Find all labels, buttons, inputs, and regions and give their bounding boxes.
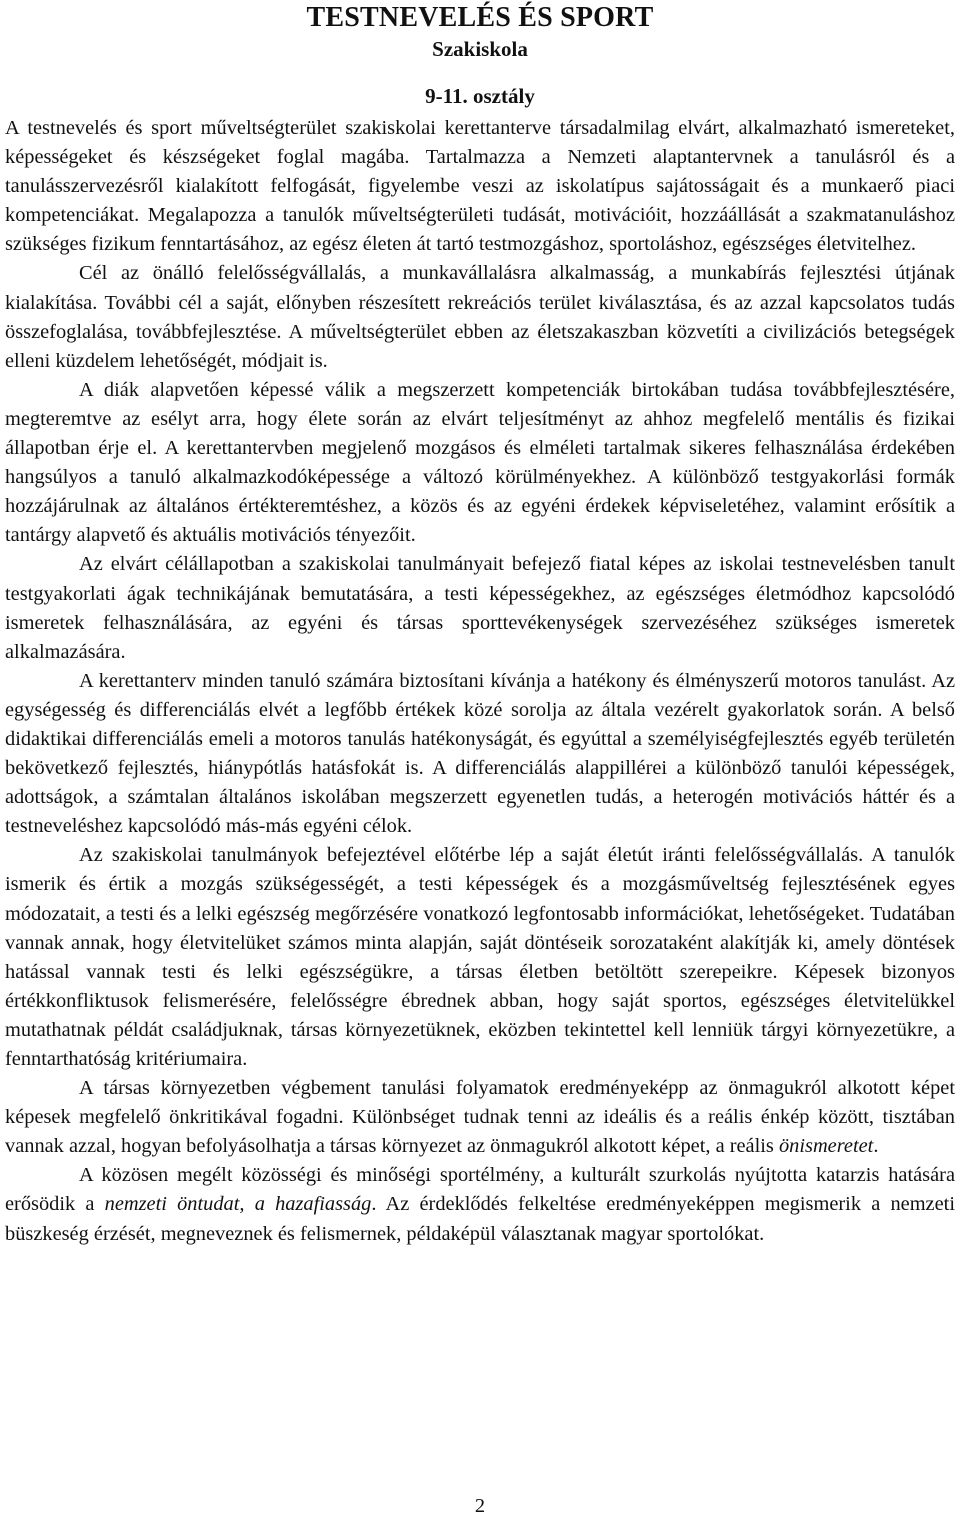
- page-number: 2: [474, 1495, 486, 1517]
- italic-text-run: nemzeti öntudat, a hazafiasság: [104, 1193, 372, 1216]
- paragraph: [5, 1161, 955, 1248]
- text-run: A testnevelés és sport műveltségterület szakiskolai kerettanterve társadalmilag elvárt, alkalmazható ismereteket, képességeket és készségeket foglal magába. Tartalmazza a Nemzeti alaptantervnek a tanulásról és a tanulásszervezésről kialakított felfogását, figyelembe veszi az iskolatípus sajátosságait és a munkaerő piaci kompetenciákat. Megalapozza a tanulók műveltségterületi tudását, motivációit, hozzáállását a szakmatanuláshoz szükséges fizikum fenntartásához, az egész életen át tartó testmozgáshoz, sportoláshoz, egészséges életvitelhez.: [5, 117, 955, 256]
- paragraph: [5, 259, 955, 375]
- text-run: Az szakiskolai tanulmányok befejeztével előtérbe lép a saját életút iránti felelősségvállalás. A tanulók ismerik és értik a mozgás szükségességét, a testi képességek és a mozgásműveltség fejlesztésének egyes módozatait, a testi és a lelki egészség megőrzésére vonatkozó legfontosabb információkat, lehetőségeket. Tudatában vannak annak, hogy életvitelüket számos minta alapján, saját döntéseik sorozataként alakítják ki, amely döntések hatással vannak testi és lelki egészségükre, a társas életben betöltött szerepeikre. Képesek bizonyos értékkonfliktusok felismerésére, felelősségre ébrednek abban, hogy saját sportos, egészséges életvitelükkel mutathatnak példát családjuknak, társas környezetüknek, eközben tekintettel kell lenniük tárgyi környezetükre, a fenntarthatóság kritériumaira.: [5, 844, 955, 1070]
- text-run: Az elvárt célállapotban a szakiskolai tanulmányait befejező fiatal képes az iskolai testnevelésben tanult testgyakorlati ágak technikájának bemutatására, a testi képességekhez, az egészséges életmódhoz kapcsolódó ismeretek felhasználására, az egyéni és társas sporttevékenységek szervezéséhez szükséges ismeretek alkalmazására.: [5, 553, 955, 663]
- italic-text-run: önismeretet: [778, 1135, 874, 1158]
- document-title: TESTNEVELÉS ÉS SPORT: [306, 2, 654, 33]
- text-run: A társas környezetben végbement tanulási folyamatok eredményeképp az önmagukról alkotott képet képesek megfelelő önkritikával fogadni. Különbséget tudnak tenni az ideális és a reális énkép között, tisztában vannak azzal, hogyan befolyásolhatja a társas környezet az önmagukról alkotott képet, a reális: [5, 1077, 955, 1158]
- grade-heading: 9-11. osztály: [425, 84, 535, 108]
- text-run: A diák alapvetően képessé válik a megszerzett kompetenciák birtokában tudása továbbfejlesztésére, megteremtve az esélyt arra, hogy élete során az elvárt teljesítményt az ahhoz megfelelő mentális és fizikai állapotban érje el. A kerettantervben megjelenő mozgásos és elméleti tartalmak sikeres felhasználása érdekében hangsúlyos a tanuló alkalmazkodóképessége a változó körülményekhez. A különböző testgyakorlási formák hozzájárulnak az általános értékteremtéshez, a közös és az egyéni érdekek képviseletéhez, valamint erősítik a tantárgy alapvető és aktuális motivációs tényezőit.: [5, 378, 955, 547]
- document-subtitle: Szakiskola: [432, 37, 528, 61]
- paragraph: [5, 114, 955, 259]
- paragraph: [5, 841, 955, 1074]
- paragraph: [5, 376, 955, 551]
- text-run: A közösen megélt közösségi és minőségi sportélmény, a kulturált szurkolás nyújtotta katarzis hatására erősödik a: [5, 1164, 955, 1216]
- text-run: A kerettanterv minden tanuló számára biztosítani kívánja a hatékony és élményszerű motoros tanulást. Az egységesség és differenciálás elvét a legfőbb értékek közé sorolja az általa vezérelt gyakorlatok során. A belső didaktikai differenciálás emeli a motoros tanulás hatékonyságát, és egyúttal a személyiségfejlesztés egyéb területén bekövetkező fejlesztés, hiánypótlás hatásfokát is. A differenciálás alappillérei a különböző tanulói képességek, adottságok, a számtalan általános iskolában megszerzett egyenetlen tudás, a heterogén motivációs háttér és a testneveléshez kapcsolódó más-más egyéni célok.: [5, 669, 955, 838]
- paragraph: [5, 1074, 955, 1161]
- paragraph: [5, 550, 955, 666]
- paragraph: [5, 667, 955, 842]
- document-page: [5, 0, 955, 1249]
- text-run: Cél az önálló felelősségvállalás, a munkavállalásra alkalmasság, a munkabírás fejlesztési útjának kialakítása. További cél a saját, előnyben részesített rekreációs terület kiválasztása, és az azzal kapcsolatos tudás összefoglalása, továbbfejlesztése. A műveltségterület ebben az életszakaszban közvetíti a civilizációs betegségek elleni küzdelem lehetőségét, módjait is.: [5, 262, 955, 372]
- text-run: .: [873, 1135, 879, 1158]
- body-text: [5, 114, 955, 1249]
- text-run: . Az érdeklődés felkeltése eredményeképpen megismerik a nemzeti büszkeség érzését, megneveznek és felismernek, példaképül választanak magyar sportolókat.: [5, 1193, 955, 1245]
